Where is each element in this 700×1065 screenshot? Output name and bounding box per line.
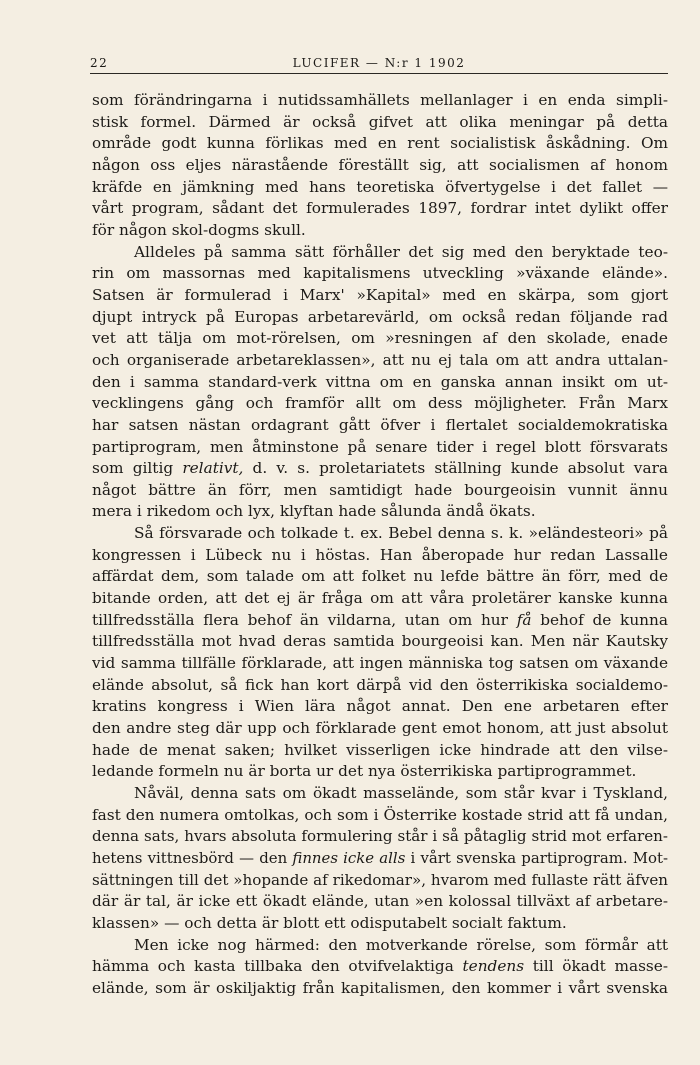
emphasis: relativt, xyxy=(182,459,244,478)
text-segment: behof de kunna xyxy=(531,610,668,629)
text-line: någon oss eljes närastående föreställt sig, att socialismen af honom xyxy=(92,155,668,174)
text-line: den i samma standard-verk vittna om en ganska annan insikt om ut- xyxy=(92,372,668,391)
header-rule xyxy=(90,73,668,74)
text-line: Alldeles på samma sätt förhåller det sig med den beryktade teo- xyxy=(134,242,668,261)
text-line: område godt kunna förlikas med en rent socialistisk åskådning. Om xyxy=(92,134,668,153)
text-line: vårt program, sådant det formulerades 1897, fordrar intet dylikt offer xyxy=(92,199,668,218)
text-line: sättningen till det »hopande af rikedomar», hvarom med fullaste rätt äfven xyxy=(92,870,668,889)
text-segment: d. v. s. proletariatets ställning kunde absolut vara xyxy=(243,459,668,478)
text-line: den andre steg där upp och förklarade gent emot honom, att just absolut xyxy=(92,719,668,738)
text-line: kratins kongress i Wien lära något annat. Den ene arbetaren efter xyxy=(92,697,668,716)
journal-title: LUCIFER — N:r 1 1902 xyxy=(292,56,466,70)
text-line: bitande orden, att det ej är fråga om att våra proletärer kanske kunna xyxy=(92,589,668,608)
text-segment: hämma och kasta tillbaka den otvifvelaktiga xyxy=(92,957,463,976)
running-header xyxy=(90,56,668,72)
emphasis: få xyxy=(516,610,532,629)
text-line: vecklingens gång och framför allt om dess möjligheter. Från Marx xyxy=(92,394,668,413)
text-line: kräfde en jämkning med hans teoretiska öfvertygelse i det fallet — xyxy=(92,177,668,196)
body-text xyxy=(92,90,668,1000)
text-line xyxy=(92,458,668,480)
text-line: klassen» — och detta är blott ett odisputabelt socialt faktum. xyxy=(92,913,567,932)
page-number: 22 xyxy=(90,56,109,70)
text-line: hade de menat saken; hvilket visserligen icke hindrade att den vilse- xyxy=(92,740,668,759)
text-line: affärdat dem, som talade om att folket nu lefde bättre än förr, med de xyxy=(92,567,668,586)
text-line: ledande formeln nu är borta ur det nya österrikiska partiprogrammet. xyxy=(92,762,637,781)
text-line: Men icke nog härmed: den motverkande rörelse, som förmår att xyxy=(134,935,668,954)
text-segment: tillfredsställa flera behof än vildarna, utan om hur xyxy=(92,610,517,629)
text-line: djupt intryck på Europas arbetarevärld, om också redan följande rad xyxy=(92,307,668,326)
text-line: denna sats, hvars absoluta formulering står i så påtaglig strid mot erfaren- xyxy=(92,827,668,846)
text-line: tillfredsställa mot hvad deras samtida bourgeoisi kan. Men när Kautsky xyxy=(92,632,668,651)
text-line: för någon skol-dogms skull. xyxy=(92,220,306,239)
emphasis: finnes icke alls xyxy=(292,848,406,867)
text-line: Satsen är formulerad i Marx' »Kapital» med en skärpa, som gjort xyxy=(92,285,668,304)
text-line: som förändringarna i nutidssamhällets mellanlager i en enda simpli- xyxy=(92,91,668,109)
text-line: fast den numera omtolkas, och som i Österrike kostade strid att få undan, xyxy=(92,805,668,824)
text-segment: som giltig xyxy=(92,459,183,478)
text-line: mera i rikedom och lyx, klyftan hade sålunda ändå ökats. xyxy=(92,502,536,521)
text-line: kongressen i Lübeck nu i höstas. Han åberopade hur redan Lassalle xyxy=(92,545,668,564)
text-line: något bättre än förr, men samtidigt hade bourgeoisin vunnit ännu xyxy=(92,480,668,499)
text-line: Så försvarade och tolkade t. ex. Bebel denna s. k. »eländesteori» på xyxy=(134,524,668,543)
text-line xyxy=(92,848,668,870)
text-line: elände absolut, så fick han kort därpå vid den österrikiska socialdemo- xyxy=(92,675,668,694)
text-segment: till ökadt masse- xyxy=(524,957,668,976)
text-line: har satsen nästan ordagrant gått öfver i flertalet socialdemokratiska xyxy=(92,415,668,434)
text-line xyxy=(92,610,668,632)
text-line xyxy=(92,956,668,978)
text-line: rin om massornas med kapitalismens utveckling »växande elände». xyxy=(92,264,668,283)
text-line: vet att tälja om mot-rörelsen, om »resningen af den skolade, enade xyxy=(92,329,668,348)
emphasis: tendens xyxy=(462,957,525,976)
text-line: Nåväl, denna sats om ökadt masselände, som står kvar i Tyskland, xyxy=(134,784,668,802)
text-line: där är tal, är icke ett ökadt elände, utan »en kolossal tillväxt af arbetare- xyxy=(92,892,668,911)
text-line: vid samma tillfälle förklarade, att ingen människa tog satsen om växande xyxy=(92,654,668,673)
text-segment: i vårt svenska partiprogram. Mot- xyxy=(405,848,668,867)
text-segment: hetens vittnesbörd — den xyxy=(92,848,293,867)
text-line: elände, som är oskiljaktig från kapitalismen, den kommer i vårt svenska xyxy=(92,978,668,997)
text-line: stisk formel. Därmed är också gifvet att olika meningar på detta xyxy=(92,112,668,131)
text-line: partiprogram, men åtminstone på senare tider i regel blott försvarats xyxy=(92,437,668,456)
text-line: och organiserade arbetareklassen», att nu ej tala om att andra uttalan- xyxy=(92,350,668,369)
